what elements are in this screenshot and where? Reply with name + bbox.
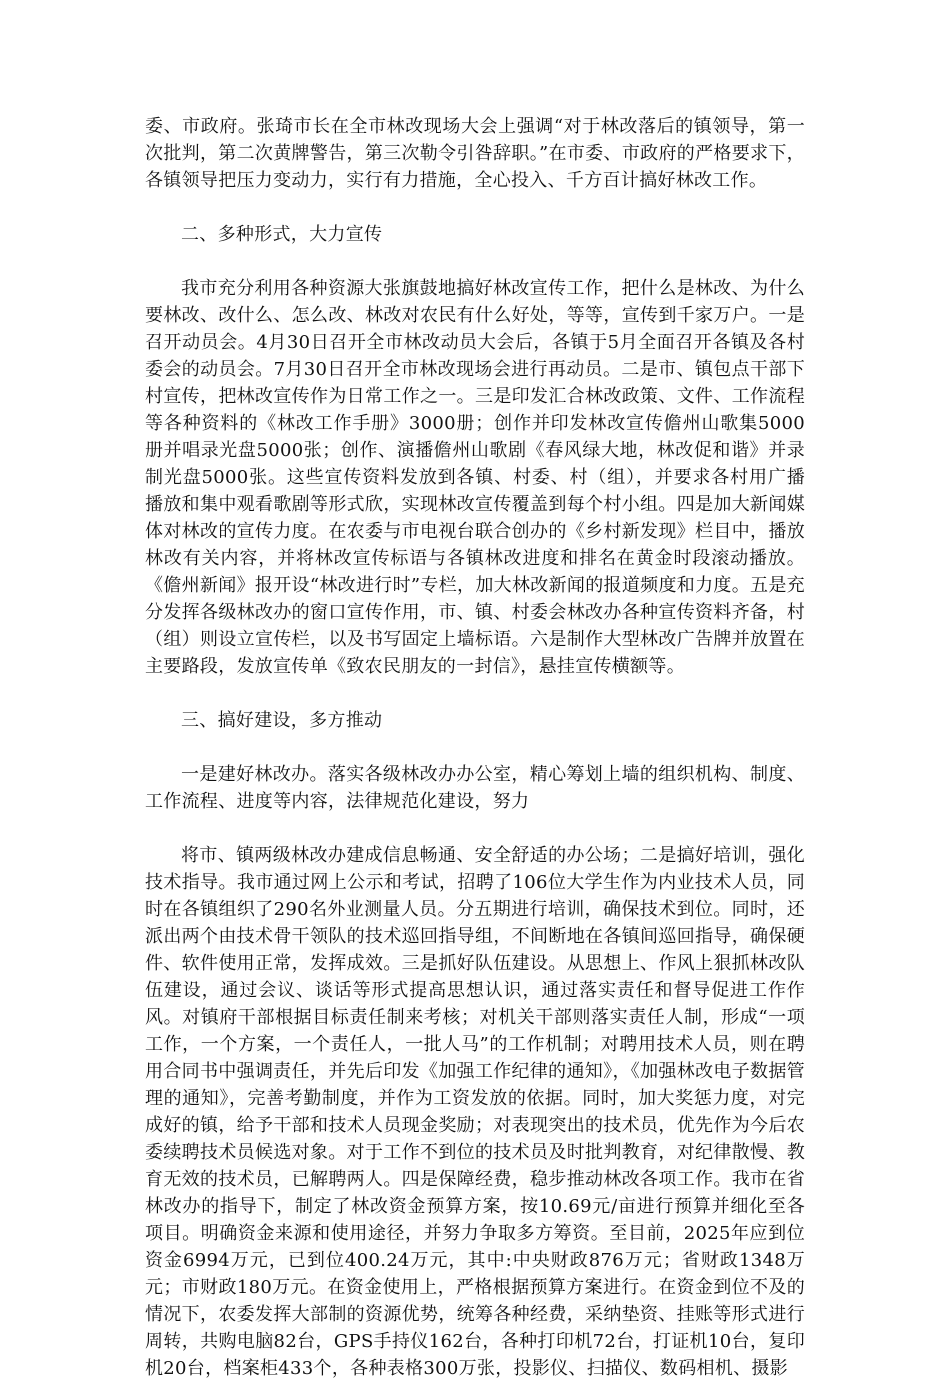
document-page bbox=[145, 113, 805, 1382]
body-paragraph: 将市、镇两级林改办建成信息畅通、安全舒适的办公场；二是搞好培训，强化技术指导。我市通过网上公示和考试，招聘了106位大学生作为内业技术人员，同时在各镇组织了290名外业测量人员。分五期进行培训，确保技术到位。同时，还派出两个由技术骨干领队的技术巡回指导组，不间断地在各镇间巡回指导，确保硬件、软件使用正常，发挥成效。三是抓好队伍建设。从思想上、作风上狠抓林改队伍建设，通过会议、谈话等形式提高思想认识，通过落实责任和督导促进工作作风。对镇府干部根据目标责任制来考核；对机关干部则落实责任人制，形成“一项工作，一个方案，一个责任人，一批人马”的工作机制；对聘用技术人员，则在聘用合同书中强调责任，并先后印发《加强工作纪律的通知》，《加强林改电子数据管理的通知》，完善考勤制度，并作为工资发放的依据。同时，加大奖惩力度，对完成好的镇，给予干部和技术人员现金奖励；对表现突出的技术员，优先作为今后农委续聘技术员候选对象。对于工作不到位的技术员及时批判教育，对纪律散慢、教育无效的技术员，已解聘两人。四是保障经费，稳步推动林改各项工作。我市在省林改办的指导下，制定了林改资金预算方案，按10.69元/亩进行预算并细化至各项目。明确资金来源和使用途径，并努力争取多方筹资。至目前，2025年应到位资金6994万元，已到位400.24万元，其中:中央财政876万元；省财政1348万元；市财政180万元。在资金使用上，严格根据预算方案进行。在资金到位不及的情况下，农委发挥大部制的资源优势，统筹各种经费，采纳垫资、挂账等形式进行周转，共购电脑82台，GPS手持仪162台，各种打印机72台，打证机10台，复印机20台，档案柜433个，各种表格300万张，投影仪、扫描仪、数码相机、摄影 bbox=[145, 845, 805, 1379]
body-paragraph: 委、市政府。张琦市长在全市林改现场大会上强调“对于林改落后的镇领导，第一次批判，第二次黄牌警告，第三次勒令引咎辞职。”在市委、市政府的严格要求下，各镇领导把压力变动力，实行有力措施，全心投入、千方百计搞好林改工作。 bbox=[145, 116, 805, 191]
body-paragraph: 一是建好林改办。落实各级林改办办公室，精心筹划上墙的组织机构、制度、工作流程、进度等内容，法律规范化建设，努力 bbox=[145, 764, 805, 812]
section-heading: 三、搞好建设，多方推动 bbox=[181, 710, 383, 731]
section-heading: 二、多种形式，大力宣传 bbox=[181, 224, 383, 245]
body-paragraph: 我市充分利用各种资源大张旗鼓地搞好林改宣传工作，把什么是林改、为什么要林改、改什么、怎么改、林改对农民有什么好处，等等，宣传到千家万户。一是召开动员会。4月30日召开全市林改动员大会后，各镇于5月全面召开各镇及各村委会的动员会。7月30日召开全市林改现场会进行再动员。二是市、镇包点干部下村宣传，把林改宣传作为日常工作之一。三是印发汇合林改政策、文件、工作流程等各种资料的《林改工作手册》3000册；创作并印发林改宣传儋州山歌集5000册并唱录光盘5000张；创作、演播儋州山歌剧《春风绿大地，林改促和谐》并录制光盘5000张。这些宣传资料发放到各镇、村委、村（组），并要求各村用广播播放和集中观看歌剧等形式欣，实现林改宣传覆盖到每个村小组。四是加大新闻媒体对林改的宣传力度。在农委与市电视台联合创办的《乡村新发现》栏目中，播放林改有关内容，并将林改宣传标语与各镇林改进度和排名在黄金时段滚动播放。《儋州新闻》报开设“林改进行时”专栏，加大林改新闻的报道频度和力度。五是充分发挥各级林改办的窗口宣传作用，市、镇、村委会林改办各种宣传资料齐备，村（组）则设立宣传栏，以及书写固定上墙标语。六是制作大型林改广告牌并放置在主要路段，发放宣传单《致农民朋友的一封信》，悬挂宣传横额等。 bbox=[145, 278, 805, 677]
